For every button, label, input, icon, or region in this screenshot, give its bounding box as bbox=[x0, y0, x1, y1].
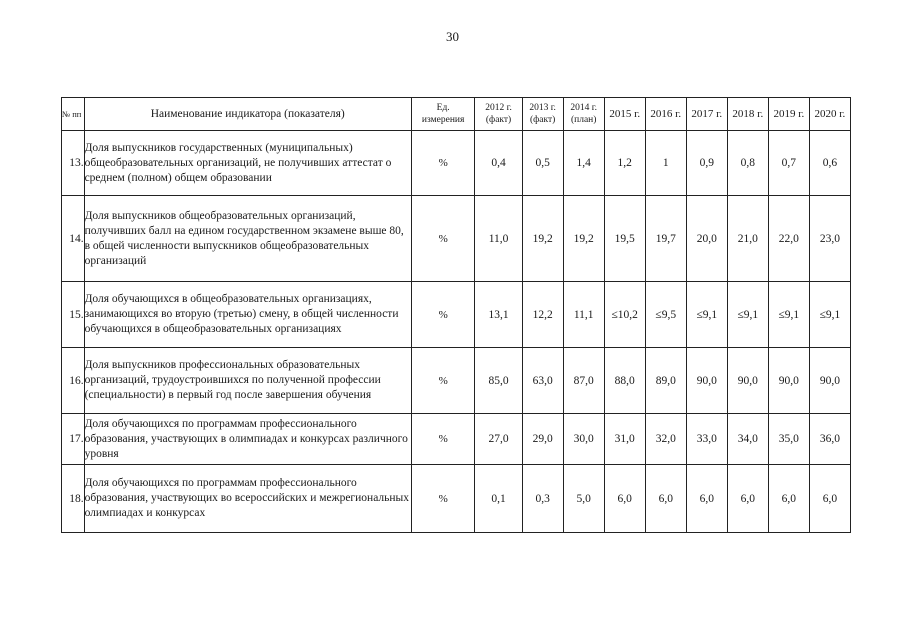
indicator-name: Доля обучающихся в общеобразовательных организациях, занимающихся во вторую (третью) смену, в общей численности обучающихся в общеобразовательных организациях bbox=[84, 282, 411, 348]
row-number: 14. bbox=[62, 196, 85, 282]
value-2013: 0,3 bbox=[522, 465, 563, 533]
value-2016: 89,0 bbox=[645, 348, 686, 414]
header-2014-line1: 2014 г. bbox=[570, 103, 597, 113]
header-2019: 2019 г. bbox=[768, 98, 809, 131]
value-2015: 88,0 bbox=[604, 348, 645, 414]
row-number: 15. bbox=[62, 282, 85, 348]
value-2016: 6,0 bbox=[645, 465, 686, 533]
unit-cell: % bbox=[411, 465, 475, 533]
value-2012: 85,0 bbox=[475, 348, 522, 414]
value-2020: ≤9,1 bbox=[809, 282, 850, 348]
value-2018: 21,0 bbox=[727, 196, 768, 282]
value-2013: 63,0 bbox=[522, 348, 563, 414]
indicator-name: Доля выпускников общеобразовательных организаций, получивших балл на едином государственном экзамене выше 80, в общей численности выпускников общеобразовательных организаций bbox=[84, 196, 411, 282]
header-num: № пп bbox=[62, 98, 85, 131]
value-2014: 5,0 bbox=[563, 465, 604, 533]
header-2013-line1: 2013 г. bbox=[529, 103, 556, 113]
header-2012 bbox=[475, 98, 522, 131]
value-2017: 20,0 bbox=[686, 196, 727, 282]
unit-cell: % bbox=[411, 348, 475, 414]
table-row bbox=[62, 414, 851, 465]
value-2016: ≤9,5 bbox=[645, 282, 686, 348]
value-2019: 0,7 bbox=[768, 131, 809, 196]
value-2012: 27,0 bbox=[475, 414, 522, 465]
header-2016: 2016 г. bbox=[645, 98, 686, 131]
header-2014 bbox=[563, 98, 604, 131]
value-2016: 1 bbox=[645, 131, 686, 196]
value-2014: 11,1 bbox=[563, 282, 604, 348]
header-2017: 2017 г. bbox=[686, 98, 727, 131]
page-number: 30 bbox=[446, 29, 459, 44]
table-row bbox=[62, 196, 851, 282]
row-number: 16. bbox=[62, 348, 85, 414]
value-2017: 90,0 bbox=[686, 348, 727, 414]
unit-cell: % bbox=[411, 414, 475, 465]
header-2013 bbox=[522, 98, 563, 131]
value-2019: ≤9,1 bbox=[768, 282, 809, 348]
value-2012: 13,1 bbox=[475, 282, 522, 348]
value-2016: 19,7 bbox=[645, 196, 686, 282]
value-2020: 0,6 bbox=[809, 131, 850, 196]
header-2012-line1: 2012 г. bbox=[485, 103, 512, 113]
table-row bbox=[62, 465, 851, 533]
value-2014: 30,0 bbox=[563, 414, 604, 465]
header-unit-line1: Ед. bbox=[436, 103, 450, 113]
value-2012: 0,4 bbox=[475, 131, 522, 196]
unit-cell: % bbox=[411, 131, 475, 196]
value-2020: 23,0 bbox=[809, 196, 850, 282]
value-2017: 6,0 bbox=[686, 465, 727, 533]
value-2018: 90,0 bbox=[727, 348, 768, 414]
value-2020: 90,0 bbox=[809, 348, 850, 414]
indicator-name: Доля обучающихся по программам профессионального образования, участвующих во всероссийских и межрегиональных олимпиадах и конкурсах bbox=[84, 465, 411, 533]
header-2015: 2015 г. bbox=[604, 98, 645, 131]
value-2018: ≤9,1 bbox=[727, 282, 768, 348]
value-2014: 19,2 bbox=[563, 196, 604, 282]
value-2013: 19,2 bbox=[522, 196, 563, 282]
indicator-name: Доля обучающихся по программам профессионального образования, участвующих в олимпиадах и конкурсах различного уровня bbox=[84, 414, 411, 465]
row-number: 13. bbox=[62, 131, 85, 196]
table-row bbox=[62, 282, 851, 348]
unit-cell: % bbox=[411, 196, 475, 282]
table-row bbox=[62, 131, 851, 196]
table-row bbox=[62, 348, 851, 414]
value-2014: 1,4 bbox=[563, 131, 604, 196]
unit-cell: % bbox=[411, 282, 475, 348]
header-2012-line2: (факт) bbox=[485, 115, 512, 125]
value-2018: 6,0 bbox=[727, 465, 768, 533]
value-2019: 22,0 bbox=[768, 196, 809, 282]
header-2014-line2: (план) bbox=[570, 115, 597, 125]
header-name: Наименование индикатора (показателя) bbox=[84, 98, 411, 131]
header-2020: 2020 г. bbox=[809, 98, 850, 131]
value-2017: 0,9 bbox=[686, 131, 727, 196]
value-2018: 0,8 bbox=[727, 131, 768, 196]
header-unit bbox=[411, 98, 475, 131]
table-header-row bbox=[62, 98, 851, 131]
value-2013: 12,2 bbox=[522, 282, 563, 348]
value-2013: 29,0 bbox=[522, 414, 563, 465]
value-2012: 0,1 bbox=[475, 465, 522, 533]
value-2017: 33,0 bbox=[686, 414, 727, 465]
value-2015: 19,5 bbox=[604, 196, 645, 282]
value-2019: 90,0 bbox=[768, 348, 809, 414]
value-2020: 6,0 bbox=[809, 465, 850, 533]
row-number: 17. bbox=[62, 414, 85, 465]
value-2018: 34,0 bbox=[727, 414, 768, 465]
value-2019: 35,0 bbox=[768, 414, 809, 465]
value-2019: 6,0 bbox=[768, 465, 809, 533]
header-2018: 2018 г. bbox=[727, 98, 768, 131]
value-2015: 6,0 bbox=[604, 465, 645, 533]
indicator-name: Доля выпускников государственных (муниципальных) общеобразовательных организаций, не получивших аттестат о среднем (полном) общем образовании bbox=[84, 131, 411, 196]
value-2015: 1,2 bbox=[604, 131, 645, 196]
value-2016: 32,0 bbox=[645, 414, 686, 465]
value-2013: 0,5 bbox=[522, 131, 563, 196]
value-2012: 11,0 bbox=[475, 196, 522, 282]
indicators-table bbox=[61, 97, 851, 533]
row-number: 18. bbox=[62, 465, 85, 533]
header-2013-line2: (факт) bbox=[529, 115, 556, 125]
value-2020: 36,0 bbox=[809, 414, 850, 465]
value-2015: 31,0 bbox=[604, 414, 645, 465]
value-2017: ≤9,1 bbox=[686, 282, 727, 348]
value-2014: 87,0 bbox=[563, 348, 604, 414]
header-unit-line2: измерения bbox=[421, 115, 465, 125]
value-2015: ≤10,2 bbox=[604, 282, 645, 348]
indicator-name: Доля выпускников профессиональных образовательных организаций, трудоустроившихся по полученной профессии (специальности) в первый год после завершения обучения bbox=[84, 348, 411, 414]
